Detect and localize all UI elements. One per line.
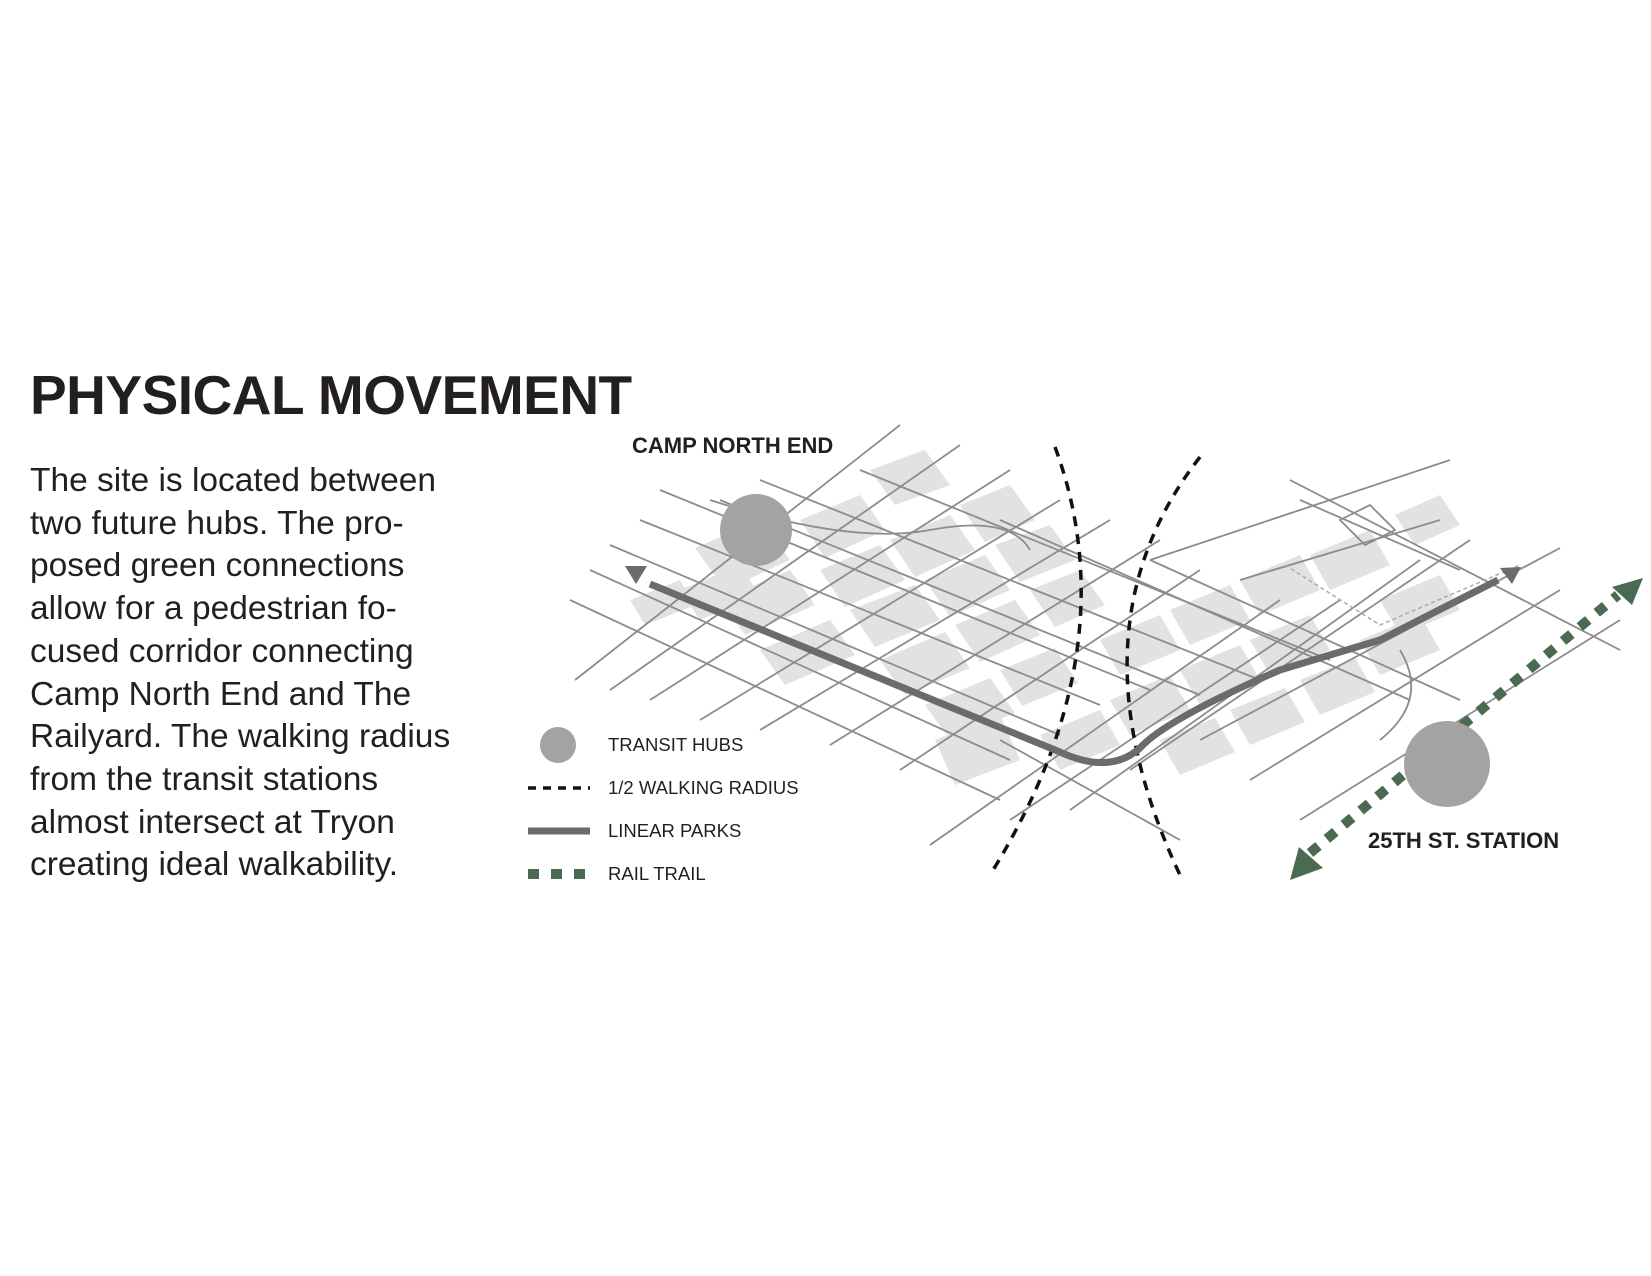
legend-label: 1/2 WALKING RADIUS xyxy=(608,777,799,798)
description-line: allow for a pedestrian fo- xyxy=(30,590,397,628)
legend-label: RAIL TRAIL xyxy=(608,863,706,884)
description-line: Camp North End and The xyxy=(30,675,412,713)
25th-st-station-hub xyxy=(1404,721,1490,807)
arrow-east-icon xyxy=(1500,567,1521,584)
description xyxy=(30,460,500,887)
legend-label: LINEAR PARKS xyxy=(608,820,742,841)
25th-st-station-label: 25TH ST. STATION xyxy=(1368,828,1560,853)
description-line: Railyard. The walking radius xyxy=(30,718,451,756)
description-line: posed green connections xyxy=(30,547,405,585)
description-line: two future hubs. The pro- xyxy=(30,504,404,542)
description-line: from the transit stations xyxy=(30,760,379,798)
camp-north-end-hub xyxy=(720,494,792,566)
page-title: PHYSICAL MOVEMENT xyxy=(30,364,632,426)
legend-label: TRANSIT HUBS xyxy=(608,734,744,755)
dashed-line-icon xyxy=(520,768,590,808)
camp-north-end-label: CAMP NORTH END xyxy=(632,433,834,458)
description-line: The site is located between xyxy=(30,462,436,499)
description-line: almost intersect at Tryon xyxy=(30,803,395,841)
circle-hub-icon xyxy=(520,725,590,765)
map-legend xyxy=(520,725,840,895)
legend-item-rail-trail xyxy=(520,854,840,894)
legend-item-linear-parks xyxy=(520,811,840,851)
description-line: creating ideal walkability. xyxy=(30,846,399,884)
legend-item-walking-radius xyxy=(520,768,840,808)
legend-item-transit-hubs xyxy=(520,725,840,765)
dotted-green-line-icon xyxy=(520,854,590,894)
solid-line-icon xyxy=(520,811,590,851)
description-line: cused corridor connecting xyxy=(30,632,414,670)
arrow-west-icon xyxy=(625,566,647,584)
